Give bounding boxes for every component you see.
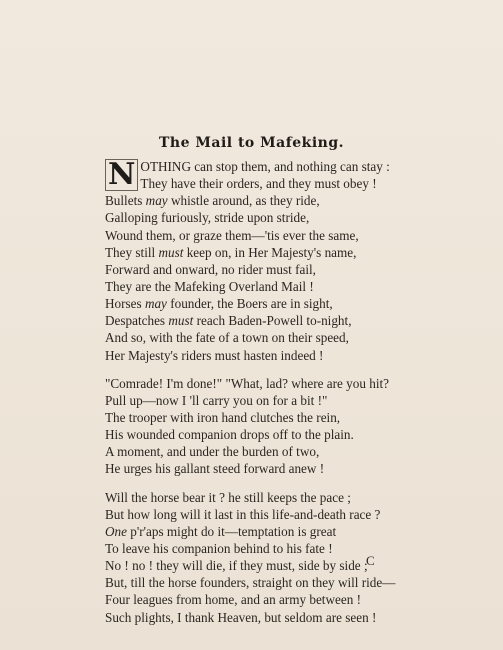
line-text: whistle around, as they ride, bbox=[167, 193, 320, 209]
line-emphasis: must bbox=[158, 244, 184, 260]
line-text: Such plights, I thank Heaven, but seldom are seen ! bbox=[105, 609, 377, 625]
poem-line bbox=[105, 426, 435, 443]
line-text: But, till the horse founders, straight on they will ride— bbox=[105, 575, 396, 591]
line-emphasis: may bbox=[145, 193, 168, 209]
line-text: They have their orders, and they must obey ! bbox=[140, 176, 377, 192]
line-text: They are the Mafeking Overland Mail ! bbox=[105, 278, 314, 294]
poem-line bbox=[105, 244, 435, 261]
line-text: founder, the Boers are in sight, bbox=[166, 296, 333, 312]
poem-line bbox=[105, 295, 435, 312]
line-text: OTHING can stop them, and nothing can stay : bbox=[140, 159, 390, 174]
poem-line bbox=[105, 489, 435, 506]
poem-line bbox=[105, 443, 435, 460]
poem-line bbox=[105, 227, 435, 244]
stanza-gap bbox=[105, 364, 435, 375]
poem-line bbox=[105, 312, 435, 329]
poem-line bbox=[105, 329, 435, 346]
poem-line bbox=[105, 175, 435, 192]
poem-line bbox=[105, 591, 435, 608]
poem-line bbox=[105, 523, 435, 540]
poem-line bbox=[105, 409, 435, 426]
poem-line bbox=[105, 261, 435, 278]
poem-line bbox=[105, 557, 435, 574]
line-text: But how long will it last in this life-and-death race ? bbox=[105, 506, 381, 522]
line-text: Pull up—now I 'll carry you on for a bit !" bbox=[105, 392, 328, 408]
line-emphasis: may bbox=[144, 296, 167, 312]
line-emphasis: must bbox=[168, 313, 194, 329]
line-text: Galloping furiously, stride upon stride, bbox=[105, 210, 310, 226]
poem-line bbox=[105, 392, 435, 409]
line-text: And so, with the fate of a town on their speed, bbox=[105, 330, 349, 346]
poem-line bbox=[105, 375, 435, 392]
line-text: Her Majesty's riders must hasten indeed ! bbox=[105, 347, 324, 363]
poem-line bbox=[105, 347, 435, 364]
drop-cap: N bbox=[105, 159, 138, 191]
line-text: His wounded companion drops off to the plain. bbox=[105, 427, 354, 443]
poem-body bbox=[105, 158, 435, 626]
line-text: Bullets bbox=[105, 193, 146, 209]
line-text: A moment, and under the burden of two, bbox=[105, 444, 320, 460]
poem-title: The Mail to Mafeking. bbox=[159, 135, 344, 151]
signature-mark: C bbox=[366, 553, 375, 568]
stanza-gap bbox=[105, 478, 435, 489]
line-text: p'r'aps might do it—temptation is great bbox=[126, 523, 337, 539]
line-text: No ! no ! they will die, if they must, side by side ; bbox=[105, 558, 368, 574]
line-text: "Comrade! I'm done!" "What, lad? where are you hit? bbox=[105, 375, 389, 391]
line-text: Horses bbox=[105, 296, 145, 312]
poem-line bbox=[105, 278, 435, 295]
line-text: Despatches bbox=[105, 313, 169, 329]
line-text: Four leagues from home, and an army between ! bbox=[105, 592, 361, 608]
line-text: keep on, in Her Majesty's name, bbox=[183, 244, 357, 260]
poem-line bbox=[105, 209, 435, 226]
line-text: reach Baden-Powell to-night, bbox=[193, 313, 352, 329]
line-text: He urges his gallant steed forward anew ! bbox=[105, 461, 325, 477]
line-text: Wound them, or graze them—'tis ever the same, bbox=[105, 227, 359, 243]
poem-line bbox=[105, 574, 435, 591]
line-emphasis: One bbox=[105, 523, 127, 539]
line-text: They still bbox=[105, 244, 159, 260]
poem-line bbox=[105, 192, 435, 209]
poem-line bbox=[105, 540, 435, 557]
line-text: Will the horse bear it ? he still keeps the pace ; bbox=[105, 489, 351, 505]
line-text: To leave his companion behind to his fate ! bbox=[105, 540, 333, 556]
line-text: Forward and onward, no rider must fail, bbox=[105, 261, 316, 277]
poem-line bbox=[105, 506, 435, 523]
poem-line bbox=[105, 609, 435, 626]
line-text: The trooper with iron hand clutches the rein, bbox=[105, 409, 341, 425]
poem-line bbox=[105, 460, 435, 477]
